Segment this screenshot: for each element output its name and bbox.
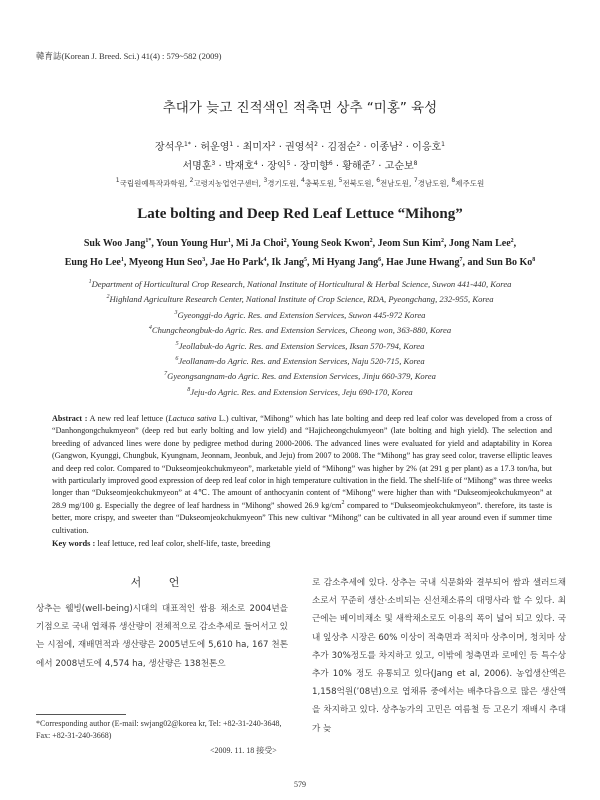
kr-author-separator: ·	[375, 161, 385, 172]
en-author: Mi Ja Choi	[235, 238, 284, 249]
kr-author-separator: ·	[257, 161, 268, 172]
kr-affiliation-mark: 7	[413, 177, 418, 184]
english-title: Late bolting and Deep Red Leaf Lettuce “Mihong”	[137, 206, 463, 222]
journal-header: 韓育誌(Korean J. Breed. Sci.) 41(4) : 579~582 (2009)	[36, 51, 222, 61]
kr-affiliation-mark: 2	[189, 177, 194, 184]
kr-author-affil-mark: 1*	[184, 141, 191, 148]
korean-authors-line-1	[0, 138, 600, 153]
en-author: Jeom Sun Kim	[377, 238, 441, 249]
kr-author-affil-mark: 6	[328, 160, 333, 167]
en-affiliation-line	[0, 339, 600, 354]
en-affiliation: Chungcheongbuk-do Agric. Res. and Extension Services, Cheong won, 363-880, Korea	[151, 325, 452, 336]
en-affiliation: Jeju-do Agric. Res. and Extension Services, Jeju 690-170, Korea	[190, 386, 413, 397]
kr-author-separator: ·	[332, 161, 343, 172]
en-affiliation: Gyeongsangnam-do Agric. Res. and Extension Services, Jinju 660-379, Korea	[167, 371, 436, 382]
kr-affiliation-separator: ,	[409, 179, 414, 188]
en-author-separator: ,	[444, 238, 449, 249]
kr-author-affil-mark: 1	[441, 141, 445, 148]
en-author-separator: ,	[230, 238, 236, 249]
en-affiliation-line	[0, 369, 600, 384]
kr-affiliation: 전북도원	[342, 179, 372, 188]
en-author-affil-mark: 2	[369, 238, 373, 244]
kr-affiliation-mark: 5	[338, 177, 343, 184]
section-heading-introduction: 서 언	[130, 576, 192, 589]
kr-author-affil-mark: 8	[413, 160, 418, 167]
en-affiliation-line	[0, 323, 600, 338]
kr-author-separator: ·	[215, 161, 225, 172]
en-affiliation-line	[0, 385, 600, 400]
en-author: Sun Bo Ko	[486, 257, 533, 268]
abstract-unit-sup: 2	[341, 499, 345, 506]
en-affiliation-mark: 4	[148, 325, 152, 332]
en-affiliation: Jeollanam-do Agric. Res. and Extension Services, Naju 520-715, Korea	[178, 356, 425, 367]
en-author-affil-mark: 4	[263, 257, 267, 263]
en-author-affil-mark: 2	[510, 238, 514, 244]
kr-author: 장석우	[155, 142, 184, 153]
en-affiliation-mark: 3	[174, 309, 178, 316]
english-authors-line-1	[0, 238, 600, 249]
en-author: Youn Young Hur	[155, 238, 228, 249]
kr-affiliation: 제주도원	[455, 179, 485, 188]
kr-author: 장미향	[299, 161, 329, 172]
kr-author-separator: ·	[233, 142, 243, 153]
en-author-affil-mark: 7	[459, 257, 463, 263]
en-affiliation-line	[0, 308, 600, 323]
kr-affiliation-separator: ,	[296, 179, 302, 188]
kr-author-affil-mark: 7	[371, 160, 376, 167]
en-author-separator: ,	[151, 238, 156, 249]
kr-affiliation-mark: 6	[376, 177, 381, 184]
kr-affiliation: 경남도원	[417, 179, 447, 188]
kr-affiliation: 전남도원	[380, 179, 410, 188]
kr-author-affil-mark: 4	[253, 160, 258, 167]
kr-author: 고순보	[384, 161, 414, 172]
kr-author: 김점순	[327, 142, 357, 153]
en-author-affil-mark: 8	[532, 257, 536, 263]
en-author: Jong Nam Lee	[449, 238, 511, 249]
kr-author-separator: ·	[360, 142, 370, 153]
kr-author-affil-mark: 1	[229, 141, 234, 148]
kr-author-separator: ·	[317, 142, 328, 153]
kr-author-affil-mark: 3	[211, 160, 216, 167]
en-author-separator: ,	[266, 257, 272, 268]
kr-author: 이종남	[369, 142, 399, 153]
kr-affiliation-separator: ,	[184, 179, 190, 188]
en-author-affil-mark: 6	[378, 257, 382, 263]
body-column-right: 로 감소추세에 있다. 상추는 국내 식문화와 결부되어 쌈과 샐러드채소로서 꾸준히 생산·소비되는 신선채소류의 대명사라 할 수 있다. 최근에는 베이비채소 및 새싹채소로도 이용의 폭이 넓어 되고 있다. 국내 잎상추 시장은 60% 이상이 적축면과 적치마 상추이며, 청치마 상추가 30%정도를 차지하고 있고, 이밖에 청축면과 로메인 등 특수상추가 10% 정도 유통되고 있다(Jang et al, 2006). 농업생산액은 1,158억원(’08년)으로 엽채류 중에서는 배추다음으로 많은 생산액을 차지하고 있다. 상추농가의 고민은 여름철 등 고온기 재배시 추대가 늦	[312, 578, 566, 734]
body-column-left: 상추는 웰빙(well-being)시대의 대표적인 쌈용 채소로 2004년을 기점으로 국내 엽채류 생산량이 전체적으로 감소추세로 들어서고 있는 시점에, 재배면적과 생산량은 2005년도에 5,610 ha, 167 천톤에서 2008년도에 4,574 ha, 생산량은 138천톤으	[36, 604, 288, 669]
en-author: Jae Ho Park	[210, 257, 264, 268]
en-affiliation: Highland Agriculture Research Center, National Institute of Crop Science, RDA, Pyeongchang, 232-955, Korea	[109, 294, 494, 305]
received-date: <2009. 11. 18 接受>	[210, 746, 277, 755]
en-author-separator: ,	[307, 257, 313, 268]
kr-author-affil-mark: 2	[356, 141, 361, 148]
kr-affiliation: 충북도원	[304, 179, 334, 188]
kr-author-affil-mark: 2	[271, 141, 276, 148]
kr-affiliation-mark: 8	[451, 177, 456, 184]
kr-affiliation-mark: 4	[301, 177, 305, 184]
en-author: Young Seok Kwon	[291, 238, 370, 249]
en-author: Suk Woo Jang	[83, 238, 146, 249]
kr-author-separator: ·	[190, 142, 201, 153]
kr-author-affil-mark: 2	[398, 141, 403, 148]
en-author-affil-mark: 1	[120, 257, 124, 263]
kr-affiliation-mark: 3	[263, 177, 268, 184]
kr-author-affil-mark: 2	[314, 141, 318, 148]
en-author-separator: ,	[205, 257, 211, 268]
en-author-separator: ,	[123, 257, 129, 268]
en-affiliation: Gyeonggi-do Agric. Res. and Extension Services, Suwon 445-972 Korea	[177, 309, 426, 320]
en-author: Ik Jang	[271, 257, 305, 268]
en-author-separator: ,	[513, 238, 517, 249]
abstract-text: L.) cultivar, “Mihong” which has late bolting and deep red leaf color was developed from a cross of “Danhongongchukmyeon” (deep red but early bolting and low yield) and “Hajicheongchukmyeon” (late bolting and high yield). The selection and breeding of advanced lines were done by pedigree method during 2000-2006. The advanced lines were evaluated for yield and adaptability in Korea (Gangwon, Kyunggi, Chungbuk, Kyungnam, Jeonnam, Jeonbuk, and Jeju) from 2007 to 2008. The “Mihong” has gray seed color, traverse elliptic leaves and deep red color. Compared to “Dukseomjeokchukmyeon”, marketable yield of “Mihong” was higher by 2% (at 291 g per plant) as a 17.3 ton/ha, but with particularly improved good expression of deep red leaf color in high temperature cultivation in the field. The shelf-life of “Mihong” was three weeks longer than “Dukseomjeokchukmyeon” at 4℃. The amount of anthocyanin content of “Mihong” were higher than with “Dukseomjeokchukmyeon” at 28.9 mg/100 g. Especially the degree of leaf hardness in “Mihong” showed 26.9 kg/cm	[52, 414, 553, 510]
abstract-label: Abstract :	[52, 414, 88, 423]
kr-author-affil-mark: 5	[286, 160, 291, 167]
keywords-label: Key words :	[52, 539, 96, 548]
kr-author: 장익	[267, 161, 287, 172]
en-affiliation-mark: 2	[106, 294, 110, 301]
page-number: 579	[294, 780, 306, 789]
kr-affiliation-separator: ,	[333, 179, 339, 188]
en-author-separator: ,	[286, 238, 292, 249]
abstract-species: Lactuca sativa	[168, 414, 217, 423]
english-authors-line-2	[0, 257, 600, 268]
en-affiliation-mark: 7	[164, 371, 168, 378]
english-affiliations	[0, 277, 600, 400]
en-affiliation: Department of Horticultural Crop Research, National Institute of Horticultural & Herbal Science, Suwon 441-440, Korea	[91, 279, 512, 289]
en-affiliation-mark: 5	[175, 340, 179, 347]
abstract-lead: A new red leaf lettuce (	[89, 414, 169, 423]
kr-author: 허운영	[200, 142, 230, 153]
en-author-affil-mark: 5	[304, 257, 308, 263]
kr-affiliation-mark: 1	[115, 177, 120, 184]
en-author: Mi Hyang Jang	[312, 257, 379, 268]
en-author-separator: ,	[381, 257, 387, 268]
en-affiliation-line	[0, 277, 600, 292]
kr-author: 권영석	[285, 142, 315, 153]
en-author-affil-mark: 1*	[145, 238, 152, 244]
en-affiliation-mark: 8	[187, 386, 191, 393]
en-author-affil-mark: 3	[202, 257, 206, 263]
kr-affiliation: 국립원예특작과학원	[119, 179, 185, 188]
kr-author: 박재호	[224, 161, 254, 172]
en-author: Eung Ho Lee	[64, 257, 121, 268]
kr-author: 최미자	[242, 142, 272, 153]
kr-author: 서명훈	[182, 161, 212, 172]
kr-affiliation: 경기도원	[267, 179, 297, 188]
abstract	[52, 413, 552, 537]
kr-affiliation-separator: ,	[371, 179, 377, 188]
en-author: Hae June Hwang	[386, 257, 460, 268]
en-affiliation-line	[0, 292, 600, 307]
en-author-separator: , and	[462, 257, 487, 268]
kr-affiliation-separator: ,	[258, 179, 264, 188]
en-affiliation-mark: 6	[175, 356, 179, 363]
korean-authors-line-2	[0, 157, 600, 172]
en-author-separator: ,	[372, 238, 378, 249]
footnote-rule	[36, 714, 126, 715]
korean-title: 추대가 늦고 진적색인 적축면 상추 “미홍” 육성	[162, 100, 438, 116]
kr-affiliation-separator: ,	[446, 179, 452, 188]
en-author: Myeong Hun Seo	[128, 257, 203, 268]
en-author-affil-mark: 1	[227, 238, 231, 244]
en-affiliation: Jeollabuk-do Agric. Res. and Extension Services, Iksan 570-794, Korea	[178, 340, 425, 351]
en-author-affil-mark: 2	[283, 238, 287, 244]
kr-author-separator: ·	[290, 161, 300, 172]
kr-author-separator: ·	[402, 142, 413, 153]
kr-affiliation: 고령지농업연구센터	[193, 179, 259, 188]
kr-author: 이응호	[412, 142, 442, 153]
corresponding-author-footnote: *Corresponding author (E-mail: swjang02@korea kr, Tel: +82-31-240-3648, Fax: +82-31-240-3668)	[36, 719, 282, 740]
korean-affiliations	[0, 178, 600, 189]
keywords-text: leaf lettuce, red leaf color, shelf-life, taste, breeding	[95, 539, 271, 548]
abstract-text-end: compared to “Dukseomjeokchukmyeon”. therefore, its taste is better, more crispy, and sweeter than “Dukseomjeokchukmyeon” This new cultivar “Mihong” can be cultivated in all year around even if summer time cultivation.	[52, 500, 552, 535]
en-author-affil-mark: 2	[441, 238, 444, 244]
keywords	[52, 539, 270, 548]
en-affiliation-mark: 1	[88, 279, 92, 285]
kr-author-separator: ·	[275, 142, 286, 153]
kr-author: 황해준	[342, 161, 372, 172]
en-affiliation-line	[0, 354, 600, 369]
